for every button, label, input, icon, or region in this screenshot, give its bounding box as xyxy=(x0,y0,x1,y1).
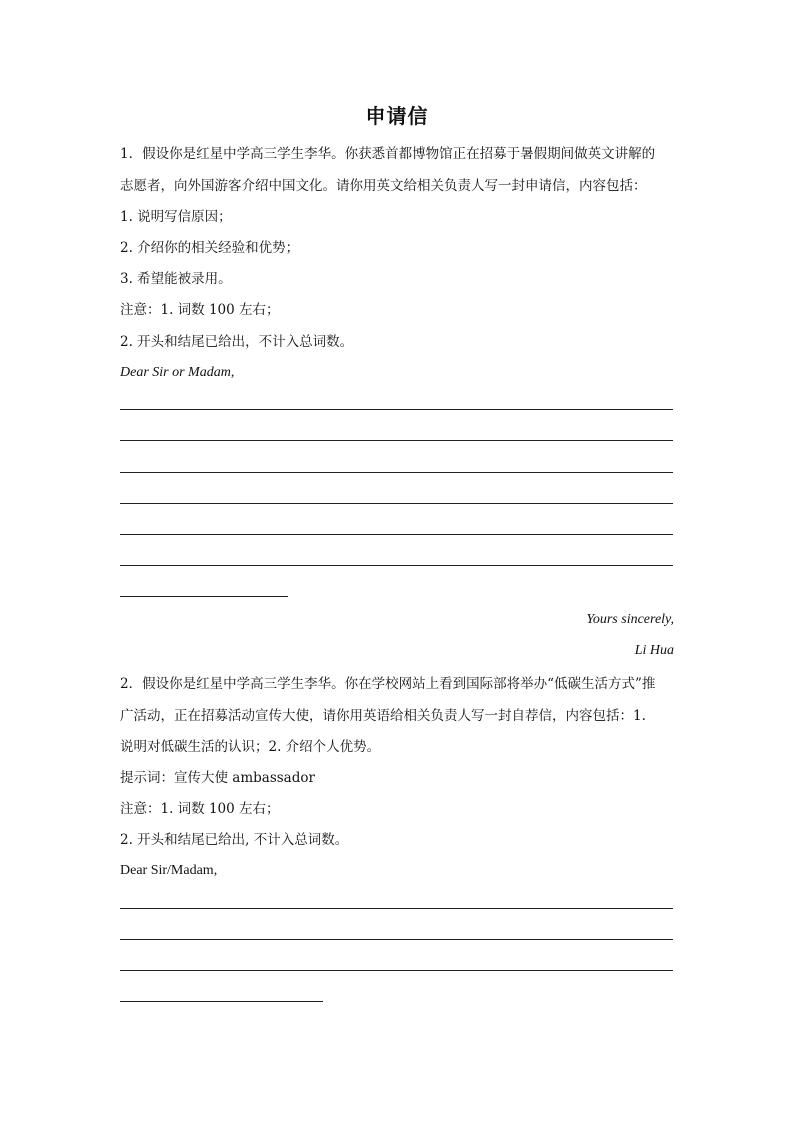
q1-point-1: 1. 说明写信原因； xyxy=(120,209,232,225)
q1-answer-line-2[interactable] xyxy=(120,440,673,441)
q1-greeting: Dear Sir or Madam, xyxy=(120,365,235,380)
q1-note-2: 2. 开头和结尾已给出，不计入总词数。 xyxy=(120,334,354,350)
q1-prompt-line-2: 志愿者，向外国游客介绍中国文化。请你用英文给相关负责人写一封申请信，内容包括： xyxy=(120,178,647,194)
q2-hint: 提示词：宣传大使 ambassador xyxy=(120,770,315,786)
q2-greeting: Dear Sir/Madam, xyxy=(120,863,218,878)
q2-note-2: 2. 开头和结尾已给出, 不计入总词数。 xyxy=(120,832,349,848)
q2-prompt-line-3: 说明对低碳生活的认识；2. 介绍个人优势。 xyxy=(120,739,381,755)
q1-note-1: 注意：1. 词数 100 左右； xyxy=(120,302,280,318)
q1-point-2: 2. 介绍你的相关经验和优势； xyxy=(120,240,300,256)
q1-answer-line-7[interactable] xyxy=(120,596,288,597)
q2-answer-line-3[interactable] xyxy=(120,970,673,971)
q1-answer-line-5[interactable] xyxy=(120,534,673,535)
q2-prompt-line-1: 2．假设你是红星中学高三学生李华。你在学校网站上看到国际部将举办“低碳生活方式”推 xyxy=(120,676,656,692)
q2-answer-line-4[interactable] xyxy=(120,1001,323,1002)
q2-note-1: 注意：1. 词数 100 左右； xyxy=(120,801,280,817)
q2-answer-line-2[interactable] xyxy=(120,939,673,940)
q1-answer-line-6[interactable] xyxy=(120,565,673,566)
q2-answer-line-1[interactable] xyxy=(120,908,673,909)
q1-point-3: 3. 希望能被录用。 xyxy=(120,271,232,287)
q1-answer-line-4[interactable] xyxy=(120,503,673,504)
q1-closing: Yours sincerely, xyxy=(586,612,674,627)
q2-prompt-line-2: 广活动，正在招募活动宣传大使，请你用英语给相关负责人写一封自荐信，内容包括：1. xyxy=(120,708,646,724)
q1-signature: Li Hua xyxy=(634,643,674,658)
q1-answer-line-3[interactable] xyxy=(120,472,673,473)
q1-prompt-line-1: 1．假设你是红星中学高三学生李华。你获悉首都博物馆正在招募于暑假期间做英文讲解的 xyxy=(120,146,656,162)
q1-answer-line-1[interactable] xyxy=(120,409,673,410)
page-title: 申请信 xyxy=(365,104,429,128)
